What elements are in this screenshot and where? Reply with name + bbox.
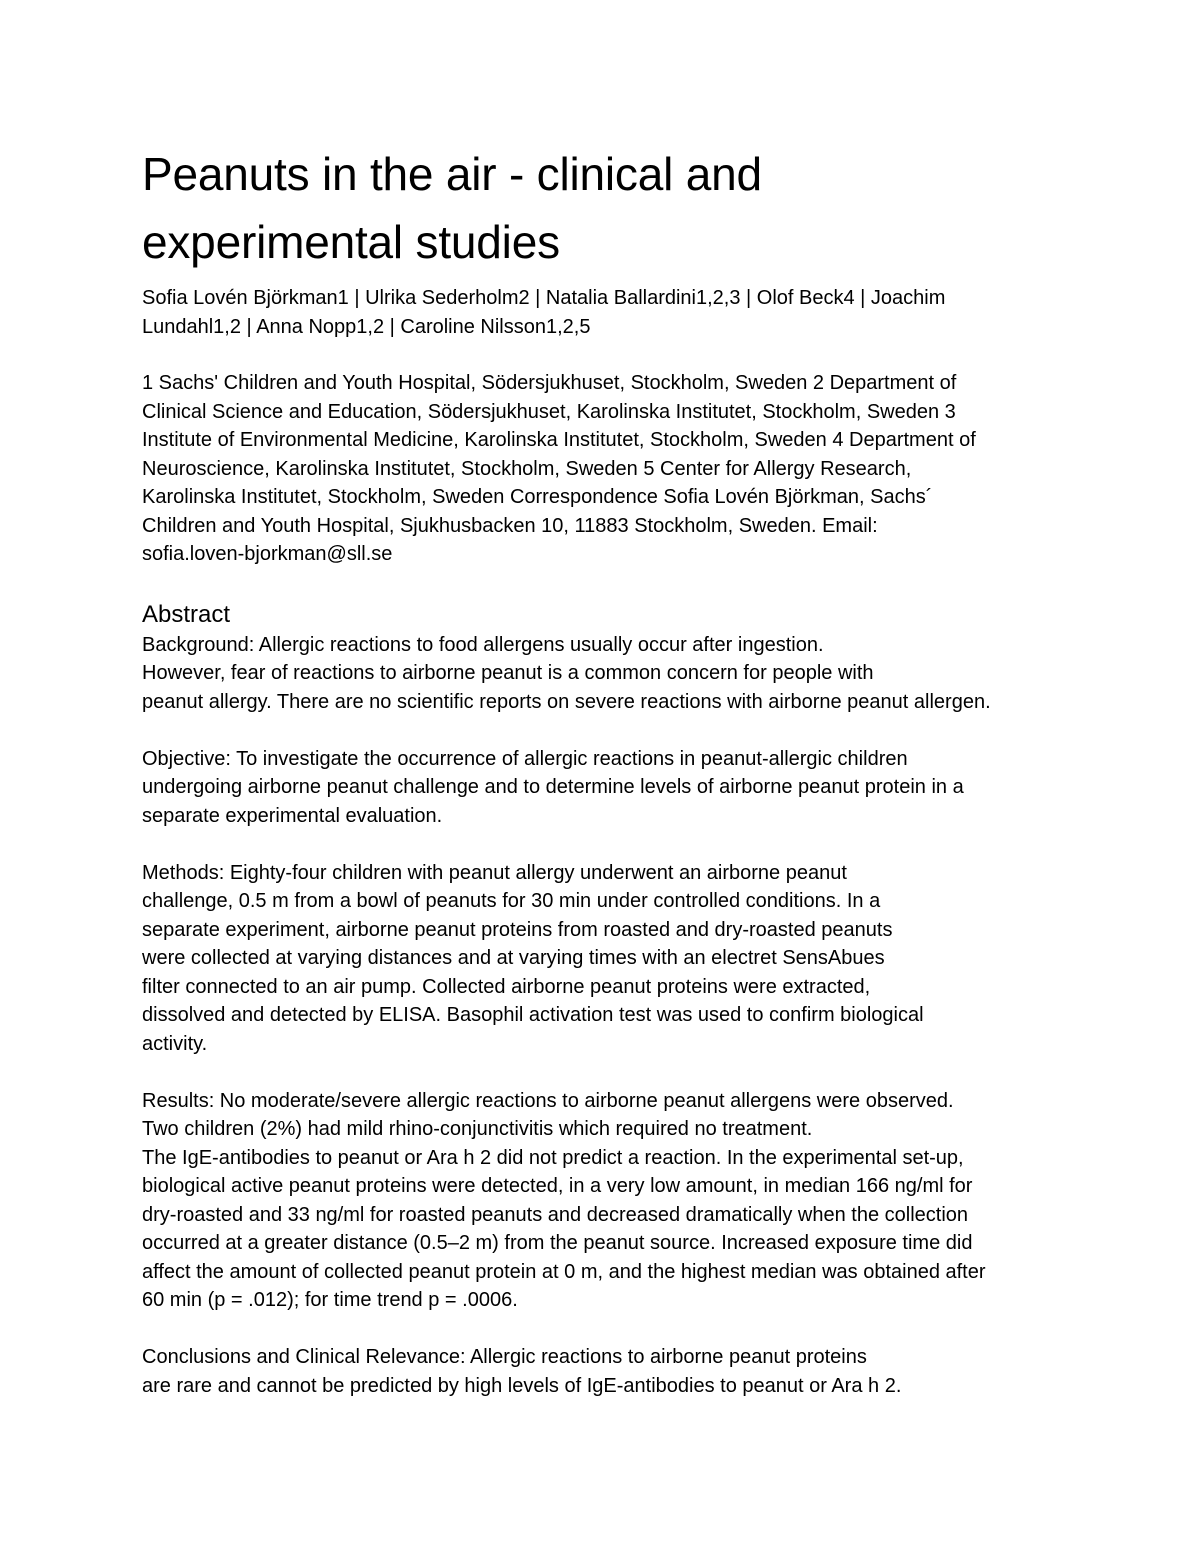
abstract-line: were collected at varying distances and at varying times with an electret SensAbues: [142, 947, 885, 969]
abstract-line: However, fear of reactions to airborne peanut is a common concern for people with: [142, 662, 874, 684]
affiliation-email: sofia.loven-bjorkman@sll.se: [142, 543, 393, 565]
abstract-line: Methods: Eighty-four children with peanut allergy underwent an airborne peanut: [142, 861, 847, 884]
affiliation-line: Clinical Science and Education, Södersjukhuset, Karolinska Institutet, Stockholm, Sweden 3: [142, 400, 956, 423]
abstract-line: The IgE-antibodies to peanut or Ara h 2 did not predict a reaction. In the experimental set-up,: [142, 1146, 964, 1169]
abstract-line: Results: No moderate/severe allergic reactions to airborne peanut allergens were observed.: [142, 1089, 954, 1112]
abstract-line: Two children (2%) had mild rhino-conjunctivitis which required no treatment.: [142, 1118, 813, 1140]
abstract-line: separate experiment, airborne peanut proteins from roasted and dry-roasted peanuts: [142, 918, 893, 941]
abstract-line: Background: Allergic reactions to food allergens usually occur after ingestion.: [142, 633, 824, 656]
abstract-background: [142, 631, 1072, 717]
abstract-line: filter connected to an air pump. Collected airborne peanut proteins were extracted,: [142, 975, 871, 998]
affiliation-line: Karolinska Institutet, Stockholm, Sweden Correspondence Sofia Lovén Björkman, Sachs´: [142, 486, 933, 508]
abstract-line: undergoing airborne peanut challenge and to determine levels of airborne peanut protein in a: [142, 776, 964, 798]
author-line: Sofia Lovén Björkman1 | Ulrika Sederholm2 | Natalia Ballardini1,2,3 | Olof Beck4 | Joachim: [142, 287, 946, 309]
abstract-line: dry-roasted and 33 ng/ml for roasted peanuts and decreased dramatically when the collection: [142, 1203, 969, 1226]
abstract-line: Conclusions and Clinical Relevance: Allergic reactions to airborne peanut proteins: [142, 1346, 867, 1368]
affiliation-line: Institute of Environmental Medicine, Karolinska Institutet, Stockholm, Sweden 4 Department of: [142, 429, 976, 451]
abstract-line: Objective: To investigate the occurrence of allergic reactions in peanut-allergic children: [142, 747, 908, 770]
abstract-line: affect the amount of collected peanut protein at 0 m, and the highest median was obtained after: [142, 1260, 986, 1283]
abstract-line: activity.: [142, 1032, 208, 1055]
abstract-heading: Abstract: [142, 600, 231, 628]
affiliation-line: Children and Youth Hospital, Sjukhusbacken 10, 11883 Stockholm, Sweden. Email:: [142, 514, 878, 537]
affiliation-line: 1 Sachs' Children and Youth Hospital, Södersjukhuset, Stockholm, Sweden 2 Department of: [142, 372, 957, 394]
abstract-line: are rare and cannot be predicted by high levels of IgE-antibodies to peanut or Ara h 2.: [142, 1374, 902, 1397]
abstract-line: dissolved and detected by ELISA. Basophil activation test was used to confirm biological: [142, 1004, 924, 1026]
title-line: experimental studies: [142, 216, 560, 268]
abstract-objective: [142, 745, 1072, 831]
abstract-line: biological active peanut proteins were detected, in a very low amount, in median 166 ng/ml for: [142, 1175, 973, 1197]
abstract-line: 60 min (p = .012); for time trend p = .0006.: [142, 1289, 518, 1311]
abstract-line: occurred at a greater distance (0.5–2 m) from the peanut source. Increased exposure time did: [142, 1232, 973, 1254]
title-line: Peanuts in the air - clinical and: [142, 148, 762, 200]
affiliation-line: Neuroscience, Karolinska Institutet, Stockholm, Sweden 5 Center for Allergy Research,: [142, 457, 912, 480]
paper-page: [142, 140, 1072, 1429]
author-line: Lundahl1,2 | Anna Nopp1,2 | Caroline Nilsson1,2,5: [142, 315, 591, 338]
abstract-results: [142, 1087, 1072, 1315]
paper-title: [142, 140, 1072, 276]
author-list: [142, 284, 1072, 341]
abstract-conclusions: [142, 1343, 1072, 1400]
abstract-line: separate experimental evaluation.: [142, 804, 443, 827]
abstract-line: challenge, 0.5 m from a bowl of peanuts for 30 min under controlled conditions. In a: [142, 890, 881, 912]
abstract-line: peanut allergy. There are no scientific reports on severe reactions with airborne peanut allergen.: [142, 690, 991, 713]
abstract-body: [142, 631, 1072, 1401]
abstract-methods: [142, 859, 1072, 1059]
affiliations: [142, 369, 1072, 569]
